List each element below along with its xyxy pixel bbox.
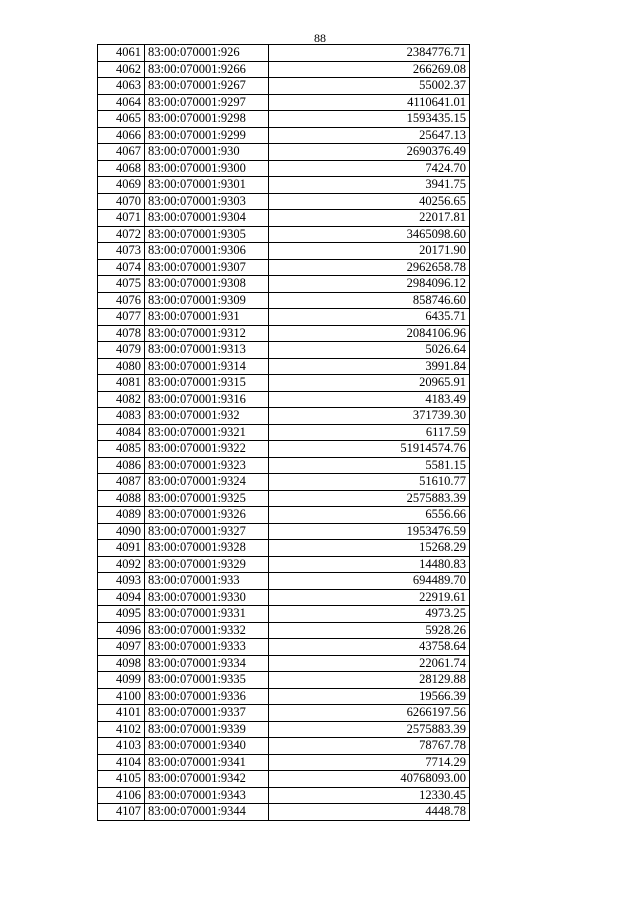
row-number-cell: 4072 (98, 226, 145, 243)
cadastral-value-cell: 19566.39 (269, 688, 470, 705)
row-number-cell: 4101 (98, 705, 145, 722)
row-number-cell: 4074 (98, 259, 145, 276)
row-number-cell: 4091 (98, 540, 145, 557)
cadastral-number-cell: 83:00:070001:9340 (145, 738, 269, 755)
cadastral-value-cell: 40256.65 (269, 193, 470, 210)
table-row (98, 78, 470, 95)
row-number-cell: 4062 (98, 61, 145, 78)
row-number-cell: 4071 (98, 210, 145, 227)
table-row (98, 342, 470, 359)
row-number-cell: 4086 (98, 457, 145, 474)
cadastral-value-cell: 40768093.00 (269, 771, 470, 788)
cadastral-number-cell: 83:00:070001:931 (145, 309, 269, 326)
cadastral-value-cell: 15268.29 (269, 540, 470, 557)
row-number-cell: 4063 (98, 78, 145, 95)
cadastral-number-cell: 83:00:070001:9304 (145, 210, 269, 227)
row-number-cell: 4083 (98, 408, 145, 425)
row-number-cell: 4064 (98, 94, 145, 111)
cadastral-value-cell: 4448.78 (269, 804, 470, 821)
table-row (98, 573, 470, 590)
cadastral-value-cell: 3941.75 (269, 177, 470, 194)
cadastral-value-cell: 20965.91 (269, 375, 470, 392)
row-number-cell: 4099 (98, 672, 145, 689)
row-number-cell: 4103 (98, 738, 145, 755)
cadastral-number-cell: 83:00:070001:9329 (145, 556, 269, 573)
table-row (98, 589, 470, 606)
row-number-cell: 4070 (98, 193, 145, 210)
row-number-cell: 4090 (98, 523, 145, 540)
row-number-cell: 4093 (98, 573, 145, 590)
table-row (98, 111, 470, 128)
cadastral-value-cell: 22017.81 (269, 210, 470, 227)
cadastral-value-cell: 4973.25 (269, 606, 470, 623)
cadastral-value-cell: 6266197.56 (269, 705, 470, 722)
cadastral-value-cell: 7714.29 (269, 754, 470, 771)
table-row (98, 507, 470, 524)
cadastral-value-cell: 694489.70 (269, 573, 470, 590)
cadastral-value-cell: 2575883.39 (269, 490, 470, 507)
cadastral-value-cell: 6117.59 (269, 424, 470, 441)
cadastral-value-cell: 3991.84 (269, 358, 470, 375)
cadastral-number-cell: 83:00:070001:9298 (145, 111, 269, 128)
table-row (98, 556, 470, 573)
cadastral-number-cell: 83:00:070001:9297 (145, 94, 269, 111)
table-row (98, 804, 470, 821)
cadastral-number-cell: 83:00:070001:9303 (145, 193, 269, 210)
cadastral-number-cell: 83:00:070001:9267 (145, 78, 269, 95)
cadastral-value-cell: 22061.74 (269, 655, 470, 672)
cadastral-number-cell: 83:00:070001:9321 (145, 424, 269, 441)
table-row (98, 490, 470, 507)
table-row (98, 754, 470, 771)
cadastral-number-cell: 83:00:070001:9327 (145, 523, 269, 540)
row-number-cell: 4061 (98, 45, 145, 62)
cadastral-number-cell: 83:00:070001:9266 (145, 61, 269, 78)
cadastral-value-cell: 266269.08 (269, 61, 470, 78)
table-row (98, 672, 470, 689)
row-number-cell: 4082 (98, 391, 145, 408)
table-row (98, 292, 470, 309)
table-body (98, 45, 470, 821)
cadastral-value-cell: 12330.45 (269, 787, 470, 804)
table-row (98, 523, 470, 540)
row-number-cell: 4076 (98, 292, 145, 309)
row-number-cell: 4100 (98, 688, 145, 705)
row-number-cell: 4095 (98, 606, 145, 623)
table-row (98, 177, 470, 194)
cadastral-value-cell: 1593435.15 (269, 111, 470, 128)
table-row (98, 441, 470, 458)
row-number-cell: 4068 (98, 160, 145, 177)
cadastral-number-cell: 83:00:070001:9335 (145, 672, 269, 689)
cadastral-value-cell: 2984096.12 (269, 276, 470, 293)
row-number-cell: 4067 (98, 144, 145, 161)
table-row (98, 358, 470, 375)
table-row (98, 688, 470, 705)
table-row (98, 127, 470, 144)
table-row (98, 226, 470, 243)
row-number-cell: 4088 (98, 490, 145, 507)
table-row (98, 622, 470, 639)
table-row (98, 787, 470, 804)
cadastral-number-cell: 83:00:070001:9312 (145, 325, 269, 342)
cadastral-number-cell: 83:00:070001:9308 (145, 276, 269, 293)
cadastral-number-cell: 83:00:070001:9342 (145, 771, 269, 788)
row-number-cell: 4080 (98, 358, 145, 375)
cadastral-value-cell: 4183.49 (269, 391, 470, 408)
cadastral-value-cell: 78767.78 (269, 738, 470, 755)
cadastral-number-cell: 83:00:070001:9309 (145, 292, 269, 309)
row-number-cell: 4098 (98, 655, 145, 672)
cadastral-number-cell: 83:00:070001:9328 (145, 540, 269, 557)
row-number-cell: 4097 (98, 639, 145, 656)
cadastral-value-cell: 2575883.39 (269, 721, 470, 738)
cadastral-value-cell: 2384776.71 (269, 45, 470, 62)
cadastral-number-cell: 83:00:070001:9322 (145, 441, 269, 458)
table-row (98, 474, 470, 491)
table-row (98, 375, 470, 392)
row-number-cell: 4066 (98, 127, 145, 144)
table-row (98, 457, 470, 474)
row-number-cell: 4081 (98, 375, 145, 392)
table-row (98, 771, 470, 788)
table-row (98, 540, 470, 557)
cadastral-value-cell: 5928.26 (269, 622, 470, 639)
cadastral-number-cell: 83:00:070001:9334 (145, 655, 269, 672)
row-number-cell: 4069 (98, 177, 145, 194)
table-row (98, 259, 470, 276)
cadastral-number-cell: 83:00:070001:9307 (145, 259, 269, 276)
cadastral-number-cell: 83:00:070001:9331 (145, 606, 269, 623)
row-number-cell: 4105 (98, 771, 145, 788)
table-row (98, 738, 470, 755)
table-row (98, 391, 470, 408)
cadastral-value-cell: 20171.90 (269, 243, 470, 260)
row-number-cell: 4094 (98, 589, 145, 606)
cadastral-number-cell: 83:00:070001:930 (145, 144, 269, 161)
cadastral-value-cell: 51610.77 (269, 474, 470, 491)
table-row (98, 721, 470, 738)
table-row (98, 144, 470, 161)
cadastral-number-cell: 83:00:070001:9336 (145, 688, 269, 705)
table-row (98, 61, 470, 78)
cadastral-value-cell: 5581.15 (269, 457, 470, 474)
cadastral-number-cell: 83:00:070001:933 (145, 573, 269, 590)
table-row (98, 243, 470, 260)
cadastral-number-cell: 83:00:070001:9339 (145, 721, 269, 738)
table-row (98, 655, 470, 672)
table-row (98, 160, 470, 177)
cadastral-value-cell: 14480.83 (269, 556, 470, 573)
row-number-cell: 4077 (98, 309, 145, 326)
row-number-cell: 4089 (98, 507, 145, 524)
row-number-cell: 4065 (98, 111, 145, 128)
row-number-cell: 4075 (98, 276, 145, 293)
row-number-cell: 4092 (98, 556, 145, 573)
table-row (98, 45, 470, 62)
cadastral-value-cell: 858746.60 (269, 292, 470, 309)
cadastral-number-cell: 83:00:070001:9323 (145, 457, 269, 474)
cadastral-number-cell: 83:00:070001:9315 (145, 375, 269, 392)
cadastral-number-cell: 83:00:070001:9305 (145, 226, 269, 243)
row-number-cell: 4079 (98, 342, 145, 359)
cadastral-value-cell: 2084106.96 (269, 325, 470, 342)
row-number-cell: 4106 (98, 787, 145, 804)
cadastral-number-cell: 83:00:070001:9343 (145, 787, 269, 804)
cadastral-value-table (97, 44, 470, 821)
cadastral-value-cell: 4110641.01 (269, 94, 470, 111)
cadastral-value-cell: 22919.61 (269, 589, 470, 606)
cadastral-number-cell: 83:00:070001:9326 (145, 507, 269, 524)
table-row (98, 639, 470, 656)
table-row (98, 210, 470, 227)
cadastral-number-cell: 83:00:070001:9337 (145, 705, 269, 722)
cadastral-value-cell: 25647.13 (269, 127, 470, 144)
table-row (98, 276, 470, 293)
row-number-cell: 4084 (98, 424, 145, 441)
cadastral-number-cell: 83:00:070001:9316 (145, 391, 269, 408)
cadastral-number-cell: 83:00:070001:9313 (145, 342, 269, 359)
cadastral-value-cell: 1953476.59 (269, 523, 470, 540)
row-number-cell: 4073 (98, 243, 145, 260)
cadastral-value-cell: 7424.70 (269, 160, 470, 177)
row-number-cell: 4096 (98, 622, 145, 639)
table-row (98, 325, 470, 342)
cadastral-number-cell: 83:00:070001:9314 (145, 358, 269, 375)
cadastral-value-cell: 51914574.76 (269, 441, 470, 458)
table-row (98, 94, 470, 111)
table-row (98, 705, 470, 722)
table-row (98, 193, 470, 210)
cadastral-number-cell: 83:00:070001:9333 (145, 639, 269, 656)
table-row (98, 408, 470, 425)
row-number-cell: 4107 (98, 804, 145, 821)
cadastral-number-cell: 83:00:070001:9324 (145, 474, 269, 491)
cadastral-number-cell: 83:00:070001:9301 (145, 177, 269, 194)
table-row (98, 606, 470, 623)
cadastral-value-cell: 6556.66 (269, 507, 470, 524)
cadastral-number-cell: 83:00:070001:9344 (145, 804, 269, 821)
page-number: 88 (314, 31, 326, 45)
row-number-cell: 4078 (98, 325, 145, 342)
cadastral-number-cell: 83:00:070001:932 (145, 408, 269, 425)
cadastral-number-cell: 83:00:070001:9306 (145, 243, 269, 260)
cadastral-value-cell: 5026.64 (269, 342, 470, 359)
cadastral-value-cell: 28129.88 (269, 672, 470, 689)
cadastral-number-cell: 83:00:070001:9332 (145, 622, 269, 639)
cadastral-number-cell: 83:00:070001:9300 (145, 160, 269, 177)
cadastral-value-cell: 6435.71 (269, 309, 470, 326)
cadastral-value-cell: 2690376.49 (269, 144, 470, 161)
row-number-cell: 4085 (98, 441, 145, 458)
row-number-cell: 4104 (98, 754, 145, 771)
cadastral-number-cell: 83:00:070001:9325 (145, 490, 269, 507)
cadastral-number-cell: 83:00:070001:9341 (145, 754, 269, 771)
cadastral-value-cell: 55002.37 (269, 78, 470, 95)
cadastral-value-cell: 3465098.60 (269, 226, 470, 243)
row-number-cell: 4087 (98, 474, 145, 491)
table-row (98, 309, 470, 326)
cadastral-number-cell: 83:00:070001:9299 (145, 127, 269, 144)
table-row (98, 424, 470, 441)
row-number-cell: 4102 (98, 721, 145, 738)
cadastral-value-cell: 2962658.78 (269, 259, 470, 276)
cadastral-number-cell: 83:00:070001:926 (145, 45, 269, 62)
cadastral-number-cell: 83:00:070001:9330 (145, 589, 269, 606)
cadastral-value-cell: 43758.64 (269, 639, 470, 656)
cadastral-value-cell: 371739.30 (269, 408, 470, 425)
